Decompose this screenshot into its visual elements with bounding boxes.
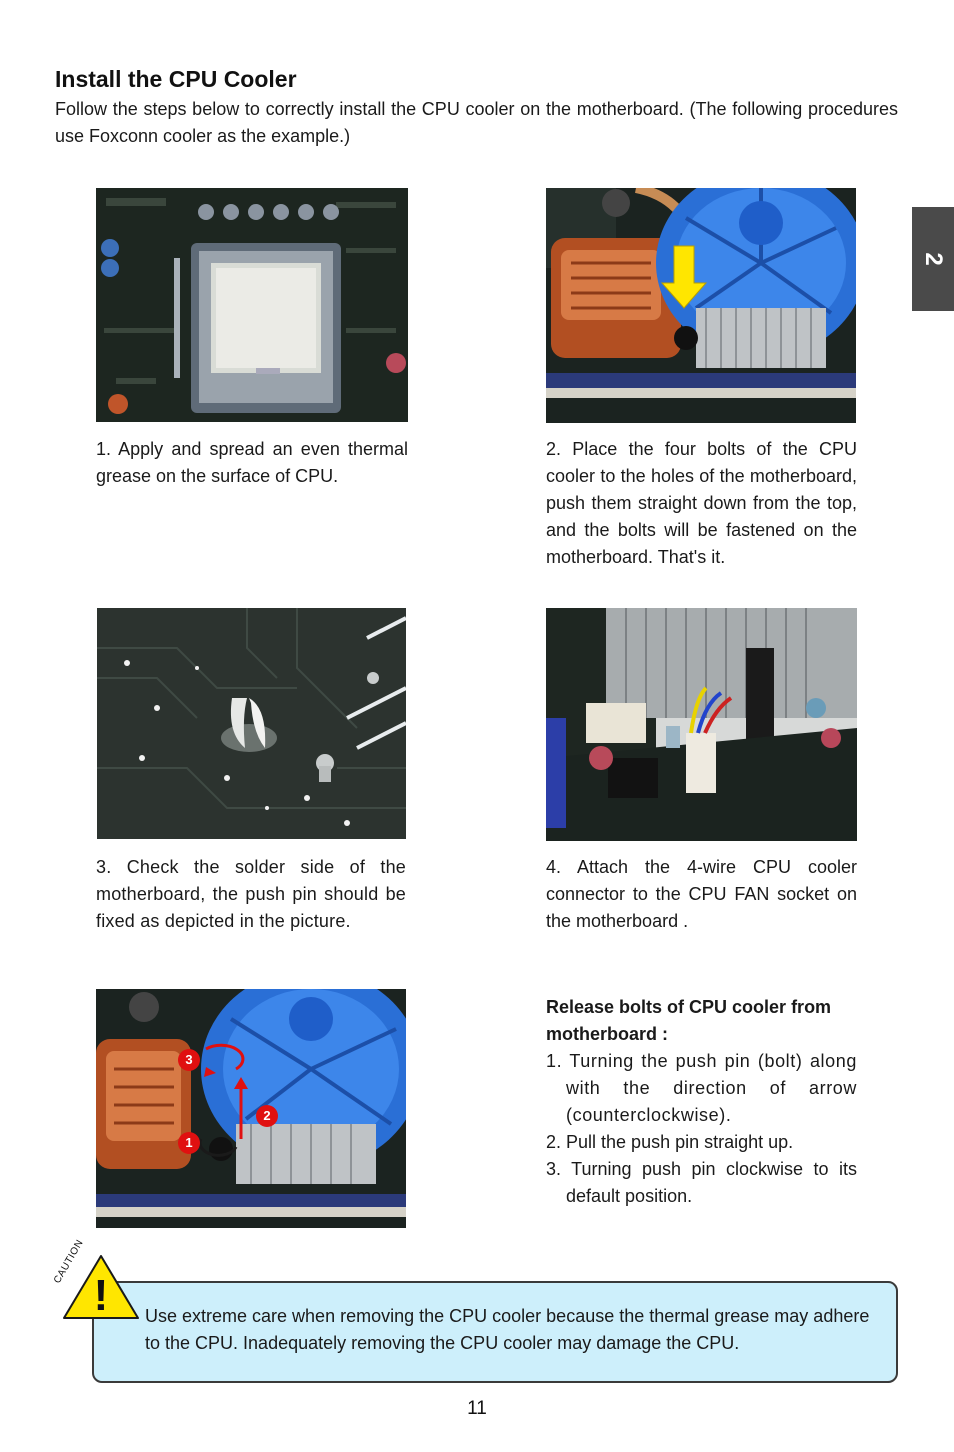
chapter-tab <box>912 207 954 311</box>
step-3-caption: 3. Check the solder side of the motherboard, the push pin should be fixed as depicted in the picture. <box>96 857 406 931</box>
section-title: Install the CPU Cooler <box>55 66 297 92</box>
release-step-2: 2. Pull the push pin straight up. <box>546 1132 794 1152</box>
page-number: 11 <box>467 1398 487 1419</box>
photo-release-bolts <box>96 989 406 1228</box>
step-1-caption: 1. Apply and spread an even thermal grease on the surface of CPU. <box>96 439 408 486</box>
release-steps-list <box>546 1048 857 1210</box>
caution-symbol: ! <box>93 1271 109 1320</box>
chapter-number: 2 <box>920 252 947 266</box>
photo-solder-side <box>97 608 406 839</box>
release-marker-1: 1 <box>178 1132 200 1154</box>
step-2-caption: 2. Place the four bolts of the CPU cooler to the holes of the motherboard, push them straight down from the top, and the bolts will be fastened on the motherboard. That's it. <box>546 439 857 567</box>
release-marker-3: 3 <box>178 1049 200 1071</box>
photo-place-cooler <box>546 188 856 423</box>
release-title: Release bolts of CPU cooler from motherboard : <box>546 997 832 1044</box>
caution-warning-icon <box>52 1237 148 1328</box>
intro-paragraph: Follow the steps below to correctly install the CPU cooler on the motherboard. (The following procedures use Foxconn cooler as the example.) <box>55 99 898 146</box>
release-step-1: 1. Turning the push pin (bolt) along with the direction of arrow (counterclockwise). <box>546 1051 857 1125</box>
caution-text: Use extreme care when removing the CPU cooler because the thermal grease may adhere to the CPU. Inadequately removing the CPU cooler may damage the CPU. <box>145 1306 870 1353</box>
photo-fan-connector <box>546 608 857 841</box>
release-marker-2: 2 <box>256 1105 278 1127</box>
step-4-caption: 4. Attach the 4-wire CPU cooler connector to the CPU FAN socket on the motherboard . <box>546 857 857 931</box>
release-step-3: 3. Turning push pin clockwise to its default position. <box>546 1159 857 1206</box>
caution-label: CAUTION <box>52 1237 86 1286</box>
photo-cpu-thermal-grease <box>96 188 408 422</box>
